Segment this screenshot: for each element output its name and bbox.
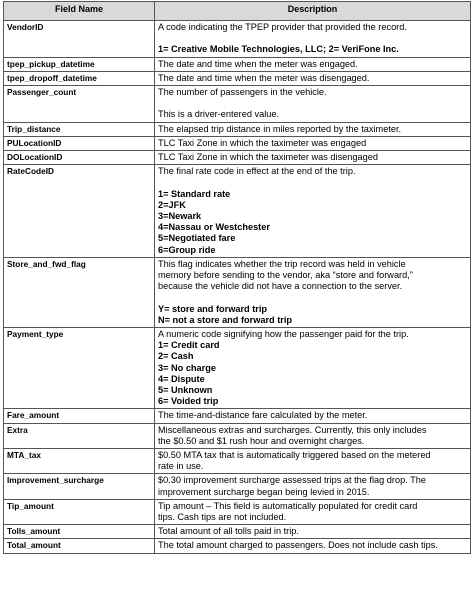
description-line: The elapsed trip distance in miles reported by the taximeter. — [158, 123, 402, 134]
table-header-row — [4, 2, 471, 21]
description-line: TLC Taxi Zone in which the taximeter was disengaged — [158, 152, 378, 162]
field-name-cell: tpep_pickup_datetime — [4, 57, 155, 71]
code-value-line: 2= Cash — [158, 351, 194, 362]
description-cell — [155, 21, 471, 58]
table-row — [4, 449, 471, 474]
code-value-line: 2=JFK — [158, 199, 186, 210]
field-name-cell: Payment_type — [4, 328, 155, 409]
code-value-line: 3= No charge — [158, 362, 216, 373]
description-line: rate in use. — [158, 461, 204, 472]
code-value-line: 6=Group ride — [158, 244, 216, 255]
description-header: Description — [155, 2, 471, 21]
description-line: because the vehicle did not have a connection to the server. — [158, 281, 403, 292]
code-value-line: 6= Voided trip — [158, 396, 219, 407]
field-name-cell: Passenger_count — [4, 86, 155, 123]
field-name-cell: MTA_tax — [4, 449, 155, 474]
description-cell — [155, 71, 471, 85]
table-row — [4, 122, 471, 136]
table-row — [4, 257, 471, 327]
description-line: tips. Cash tips are not included. — [158, 512, 287, 523]
description-spacer — [158, 177, 467, 188]
description-cell — [155, 539, 471, 553]
table-body — [4, 21, 471, 554]
description-line: A code indicating the TPEP provider that provided the record. — [158, 22, 407, 32]
field-name-cell: tpep_dropoff_datetime — [4, 71, 155, 85]
code-value-line: N= not a store and forward trip — [158, 314, 292, 325]
field-name-cell: Improvement_surcharge — [4, 474, 155, 499]
description-cell — [155, 328, 471, 409]
description-line: $0.50 MTA tax that is automatically triggered based on the metered — [158, 450, 431, 461]
table-row — [4, 539, 471, 553]
field-name-cell: Fare_amount — [4, 409, 155, 423]
description-cell — [155, 474, 471, 499]
description-cell — [155, 151, 471, 165]
description-cell — [155, 165, 471, 258]
description-spacer — [158, 292, 467, 303]
description-cell — [155, 409, 471, 423]
description-line: Tip amount – This field is automatically populated for credit card — [158, 500, 418, 511]
description-line: The date and time when the meter was engaged. — [158, 58, 358, 69]
code-value-line: 4= Dispute — [158, 373, 205, 384]
field-name-cell: Tip_amount — [4, 499, 155, 524]
table-row — [4, 499, 471, 524]
field-name-cell: PULocationID — [4, 136, 155, 150]
description-cell — [155, 499, 471, 524]
field-name-cell: DOLocationID — [4, 151, 155, 165]
description-cell — [155, 423, 471, 448]
table-row — [4, 57, 471, 71]
table-row — [4, 409, 471, 423]
code-value-line: 5= Unknown — [158, 385, 213, 396]
table-row — [4, 71, 471, 85]
table-row — [4, 328, 471, 409]
code-value-line: 4=Nassau or Westchester — [158, 222, 270, 233]
description-cell — [155, 257, 471, 327]
field-name-cell: Total_amount — [4, 539, 155, 553]
table-row — [4, 86, 471, 123]
description-line: the $0.50 and $1 rush hour and overnight charges. — [158, 435, 365, 446]
description-cell — [155, 136, 471, 150]
field-name-cell: Extra — [4, 423, 155, 448]
description-cell — [155, 449, 471, 474]
description-line: The final rate code in effect at the end of the trip. — [158, 166, 356, 177]
field-name-cell: VendorID — [4, 21, 155, 58]
description-line: The date and time when the meter was disengaged. — [158, 72, 370, 83]
description-line: TLC Taxi Zone in which the taximeter was engaged — [158, 137, 367, 148]
table-row — [4, 151, 471, 165]
field-name-cell: Tolls_amount — [4, 525, 155, 539]
field-name-cell: RateCodeID — [4, 165, 155, 258]
description-line: The total amount charged to passengers. Does not include cash tips. — [158, 540, 438, 551]
description-line: The time-and-distance fare calculated by the meter. — [158, 410, 368, 421]
table-row — [4, 21, 471, 58]
description-line: Miscellaneous extras and surcharges. Currently, this only includes — [158, 424, 427, 435]
description-line: This is a driver-entered value. — [158, 109, 280, 120]
description-cell — [155, 525, 471, 539]
description-line: $0.30 improvement surcharge assessed trips at the flag drop. The — [158, 475, 426, 486]
description-spacer — [158, 33, 467, 44]
field-name-cell: Store_and_fwd_flag — [4, 257, 155, 327]
table-row — [4, 165, 471, 258]
description-line: improvement surcharge began being levied in 2015. — [158, 486, 370, 497]
table-row — [4, 423, 471, 448]
code-value-line: 1= Standard rate — [158, 188, 231, 199]
field-name-cell: Trip_distance — [4, 122, 155, 136]
code-value-line: 1= Credit card — [158, 340, 220, 351]
table-row — [4, 474, 471, 499]
code-value-line: 3=Newark — [158, 211, 202, 221]
field-name-header: Field Name — [4, 2, 155, 21]
data-dictionary-table — [3, 1, 471, 554]
description-cell — [155, 57, 471, 71]
description-spacer — [158, 98, 467, 109]
description-cell — [155, 122, 471, 136]
description-line: The number of passengers in the vehicle. — [158, 87, 327, 97]
code-value-line: 1= Creative Mobile Technologies, LLC; 2= VeriFone Inc. — [158, 44, 399, 55]
description-line: memory before sending to the vendor, aka “store and forward,” — [158, 270, 413, 281]
code-value-line: 5=Negotiated fare — [158, 233, 236, 244]
table-row — [4, 136, 471, 150]
code-value-line: Y= store and forward trip — [158, 303, 267, 314]
description-cell — [155, 86, 471, 123]
description-line: This flag indicates whether the trip record was held in vehicle — [158, 258, 406, 269]
table-row — [4, 525, 471, 539]
description-line: A numeric code signifying how the passenger paid for the trip. — [158, 329, 409, 340]
description-line: Total amount of all tolls paid in trip. — [158, 526, 299, 537]
